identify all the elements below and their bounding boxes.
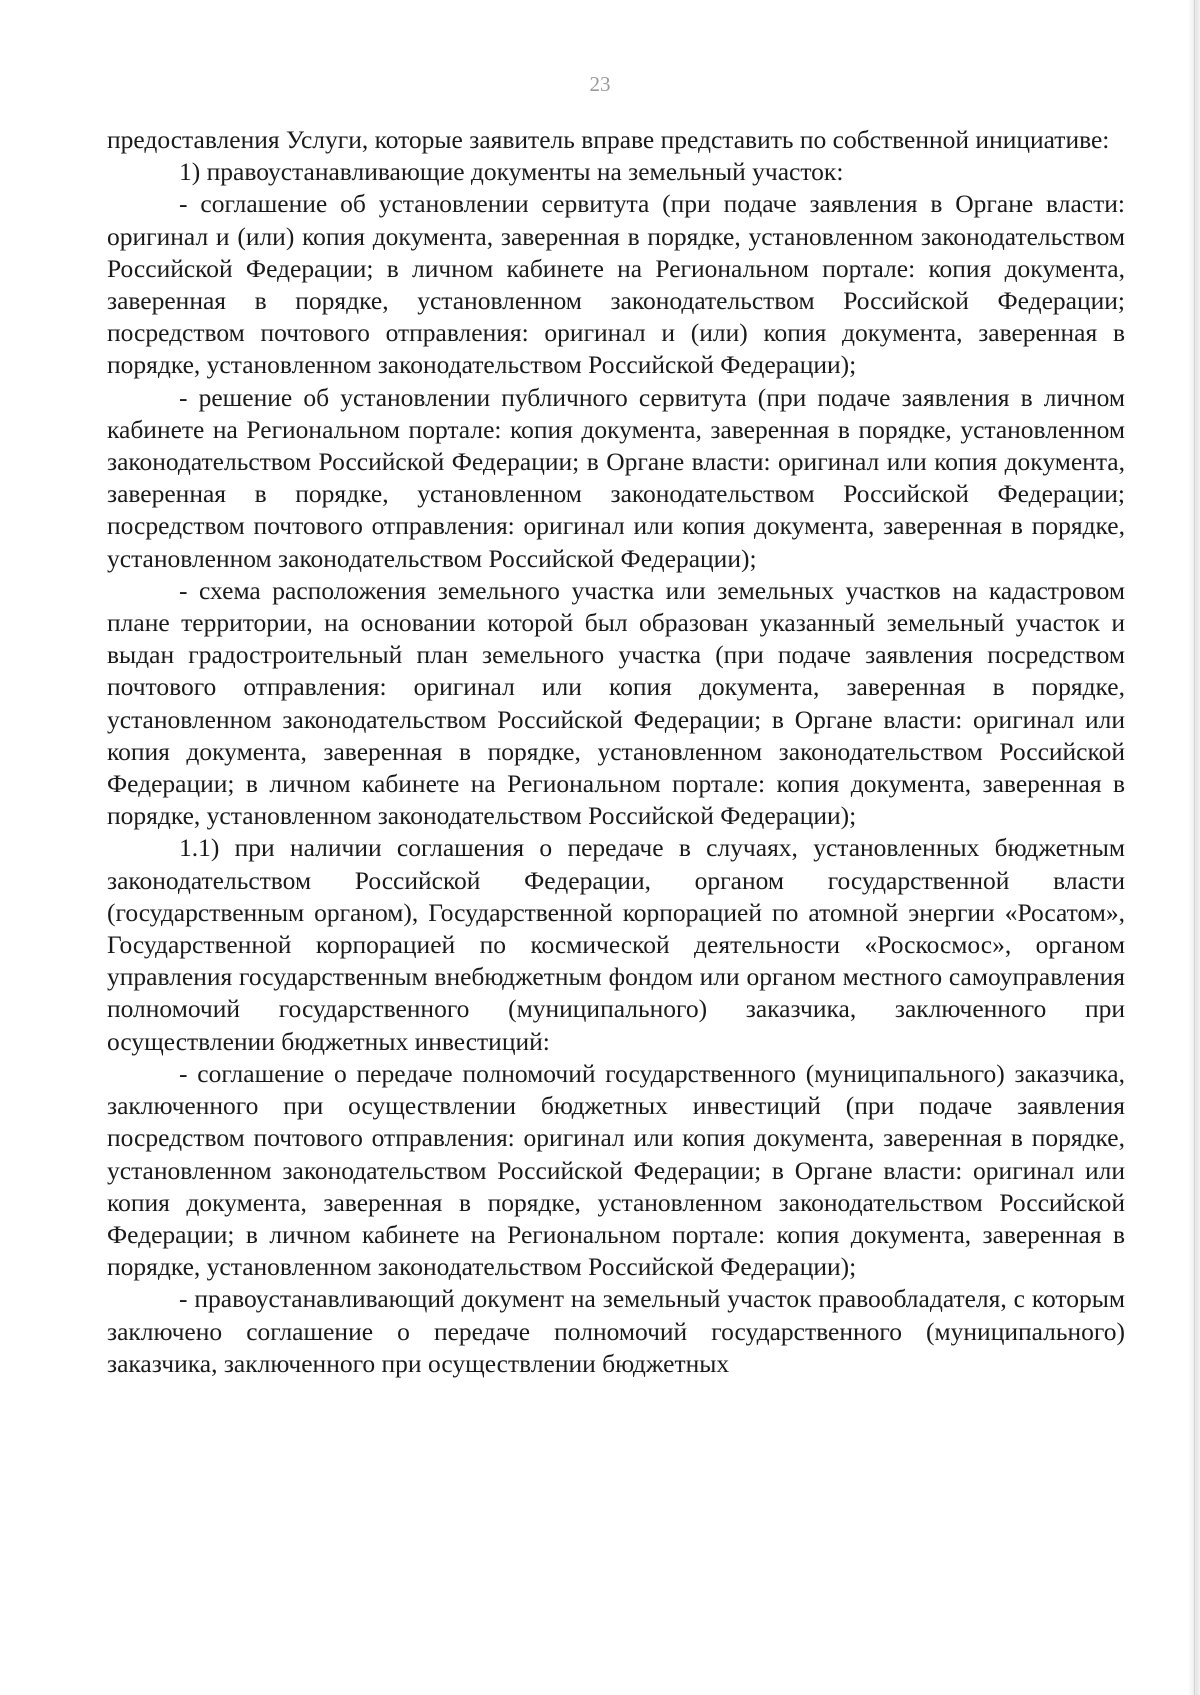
scan-edge	[1188, 0, 1200, 1695]
paragraph-item-1: 1) правоустанавливающие документы на земельный участок:	[179, 157, 844, 187]
paragraph-item-1-1: 1.1) при наличии соглашения о передаче в случаях, установленных бюджетным законодательством Российской Федерации, органом государственной власти (государственным органом), Государственной корпорацией по атомной энергии «Росатом», Государственной корпорацией по космической деятельности «Роскосмос», органом управления государственным внебюджетным фондом или органом местного самоуправления полномочий государственного (муниципального) заказчика, заключенного при осуществлении бюджетных инвестиций:	[107, 833, 1125, 1056]
paragraph-continuation: предоставления Услуги, которые заявитель вправе представить по собственной инициативе:	[107, 125, 1110, 154]
paragraph-public-servitude-decision: - решение об установлении публичного сервитута (при подаче заявления в личном кабинете на Региональном портале: копия документа, заверенная в порядке, установленном законодательством Российской Федерации; в Органе власти: оригинал или копия документа, заверенная в порядке, установленном законодательством Российской Федерации; посредством почтового отправления: оригинал или копия документа, заверенная в порядке, установленном законодательством Российской Федерации);	[107, 382, 1125, 573]
page-number: 23	[589, 72, 611, 96]
paragraph-title-document: - правоустанавливающий документ на земельный участок правообладателя, с которым заключено соглашение о передаче полномочий государственного (муниципального) заказчика, заключенного при осуществлении бюджетных	[107, 1284, 1125, 1378]
paragraph-land-plot-scheme: - схема расположения земельного участка или земельных участков на кадастровом плане территории, на основании которой был образован указанный земельный участок и выдан градостроительный план земельного участка (при подаче заявления посредством почтового отправления: оригинал или копия документа, заверенная в порядке, установленном законодательством Российской Федерации; в Органе власти: оригинал или копия документа, заверенная в порядке, установленном законодательством Российской Федерации; в личном кабинете на Региональном портале: копия документа, заверенная в порядке, установленном законодательством Российской Федерации);	[107, 575, 1125, 831]
paragraph-powers-transfer-agreement: - соглашение о передаче полномочий государственного (муниципального) заказчика, заключенного при осуществлении бюджетных инвестиций (при подаче заявления посредством почтового отправления: оригинал или копия документа, заверенная в порядке, установленном законодательством Российской Федерации; в Органе власти: оригинал или копия документа, заверенная в порядке, установленном законодательством Российской Федерации; в личном кабинете на Региональном портале: копия документа, заверенная в порядке, установленном законодательством Российской Федерации);	[107, 1058, 1125, 1282]
paragraph-servitude-agreement: - соглашение об установлении сервитута (при подаче заявления в Органе власти: оригинал и (или) копия документа, заверенная в порядке, установленном законодательством Российской Федерации; в личном кабинете на Региональном портале: копия документа, заверенная в порядке, установленном законодательством Российской Федерации; посредством почтового отправления: оригинал и (или) копия документа, заверенная в порядке, установленном законодательством Российской Федерации);	[107, 189, 1125, 380]
document-body	[107, 124, 1125, 1380]
